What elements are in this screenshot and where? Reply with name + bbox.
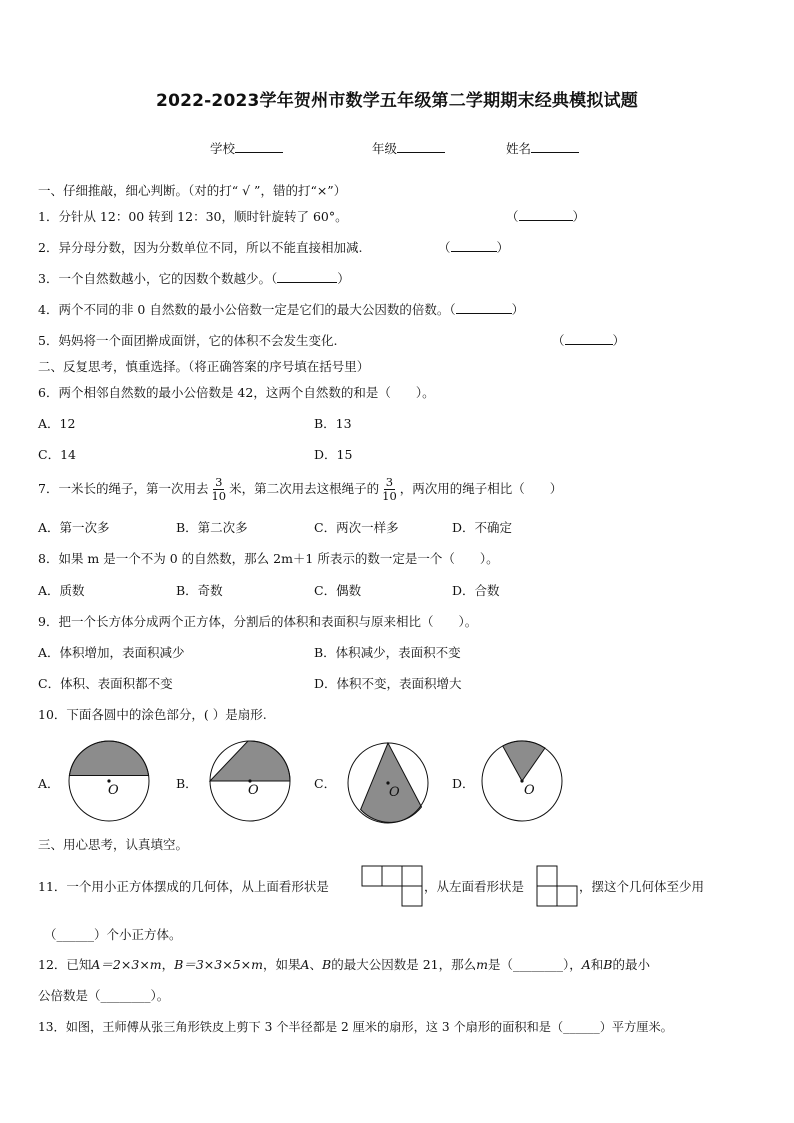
q10-option-a[interactable]: A． [38,776,60,791]
name-label: 姓名 [506,141,532,156]
q11-text-c: ，摆这个几何体至少用 [579,879,705,894]
q6-option-b[interactable]: B．13 [314,416,352,431]
q6-option-c[interactable]: C．14 [38,447,76,462]
q9-option-d[interactable]: D．体积不变，表面积增大 [314,676,462,691]
circle-c-center-label: O [389,785,400,800]
circle-a-center-label: O [108,783,119,798]
q10-option-c[interactable]: C． [314,776,337,791]
q13-text: 13．如图，王师傅从张三角形铁皮上剪下 3 个半径都是 2 厘米的扇形，这 3 个扇形的面积和是（______）平方厘米。 [38,1020,673,1034]
q9-option-b[interactable]: B．体积减少，表面积不变 [314,645,461,660]
q11-text-b: ，从左面看形状是 [424,879,525,894]
q5-answer[interactable]: （ ） [552,333,626,348]
q6-stem: 6．两个相邻自然数的最小公倍数是 42，这两个自然数的和是（ ）。 [38,385,435,400]
q12-b-expression: B＝3×3×5×m [174,957,263,972]
q1-text: 1．分针从 12：00 转到 12：30，顺时针旋转了 60°。 [38,209,348,224]
page-title: 2022-2023学年贺州市数学五年级第二学期期末经典模拟试题 [156,91,638,111]
q8-option-c[interactable]: C．偶数 [314,583,362,598]
circle-c [348,743,428,823]
q1-answer[interactable]: （ ） [506,209,586,224]
q12-a-expression: A＝2×3×m [91,957,162,972]
q3-text: 3．一个自然数越小，它的因数个数越少。（ ） [38,271,350,286]
q9-option-a[interactable]: A．体积增加，表面积减少 [38,645,185,660]
q11-text-a: 11．一个用小正方体摆成的几何体，从上面看形状是 [38,879,329,894]
q5-text: 5．妈妈将一个面团擀成面饼，它的体积不会发生变化. [38,333,338,348]
q12-line2[interactable]: 公倍数是（________）。 [38,988,170,1003]
q8-option-a[interactable]: A．质数 [38,583,85,598]
q11-left-view [537,866,577,906]
q7-fraction-1: $\frac{3}{10}$ [211,475,227,503]
section2-heading: 二、反复思考，慎重选择。（将正确答案的序号填在括号里） [38,359,370,374]
q12-line1: 12．已知A＝2×3×m，B＝3×3×5×m，如果A、B的最大公因数是 21，那么m是（________），A和B的最小 [38,957,650,972]
circle-a [69,741,149,821]
q10-option-b[interactable]: B． [176,776,198,791]
section1-heading: 一、仔细推敲，细心判断。（对的打“ √ ”，错的打“×”） [38,183,347,198]
circle-d-center-label: O [524,783,535,798]
q9-option-c[interactable]: C．体积、表面积都不变 [38,676,173,691]
grade-label: 年级 [372,141,398,156]
q11-top-view [362,866,422,906]
section3-heading: 三、用心思考，认真填空。 [38,837,189,852]
q10-stem: 10．下面各圆中的涂色部分，( ）是扇形. [38,707,267,722]
q2-answer[interactable]: （ ） [438,240,510,255]
circle-d [482,741,562,821]
circle-b-center-label: O [248,783,259,798]
q8-stem: 8．如果 m 是一个不为 0 的自然数，那么 2m＋1 所表示的数一定是一个（ ）。 [38,551,499,566]
school-label: 学校 [210,141,236,156]
circle-b [210,741,290,821]
q11-text-d[interactable]: （______）个小正方体。 [44,927,182,942]
q7-option-d[interactable]: D．不确定 [452,520,513,535]
q2-text: 2．异分母分数，因为分数单位不同，所以不能直接相加减. [38,240,363,255]
q7-option-a[interactable]: A．第一次多 [38,520,110,535]
q4-text: 4．两个不同的非 0 自然数的最小公倍数一定是它们的最大公因数的倍数。（ ） [38,302,525,317]
q8-option-d[interactable]: D．合数 [452,583,500,598]
q9-stem: 9．把一个长方体分成两个正方体，分割后的体积和表面积与原来相比（ ）。 [38,614,478,629]
q7-stem: 7．一米长的绳子，第一次用去 $\frac{3}{10}$ 米，第二次用去这根绳子的 $\frac{3}{10}$ ，两次用的绳子相比（ ） [38,475,563,503]
q7-option-b[interactable]: B．第二次多 [176,520,248,535]
q10-option-d[interactable]: D． [452,776,475,791]
q6-option-d[interactable]: D．15 [314,447,353,462]
q8-option-b[interactable]: B．奇数 [176,583,223,598]
q7-option-c[interactable]: C．两次一样多 [314,520,399,535]
q7-fraction-2: $\frac{3}{10}$ [382,475,397,503]
q6-option-a[interactable]: A．12 [38,416,76,431]
